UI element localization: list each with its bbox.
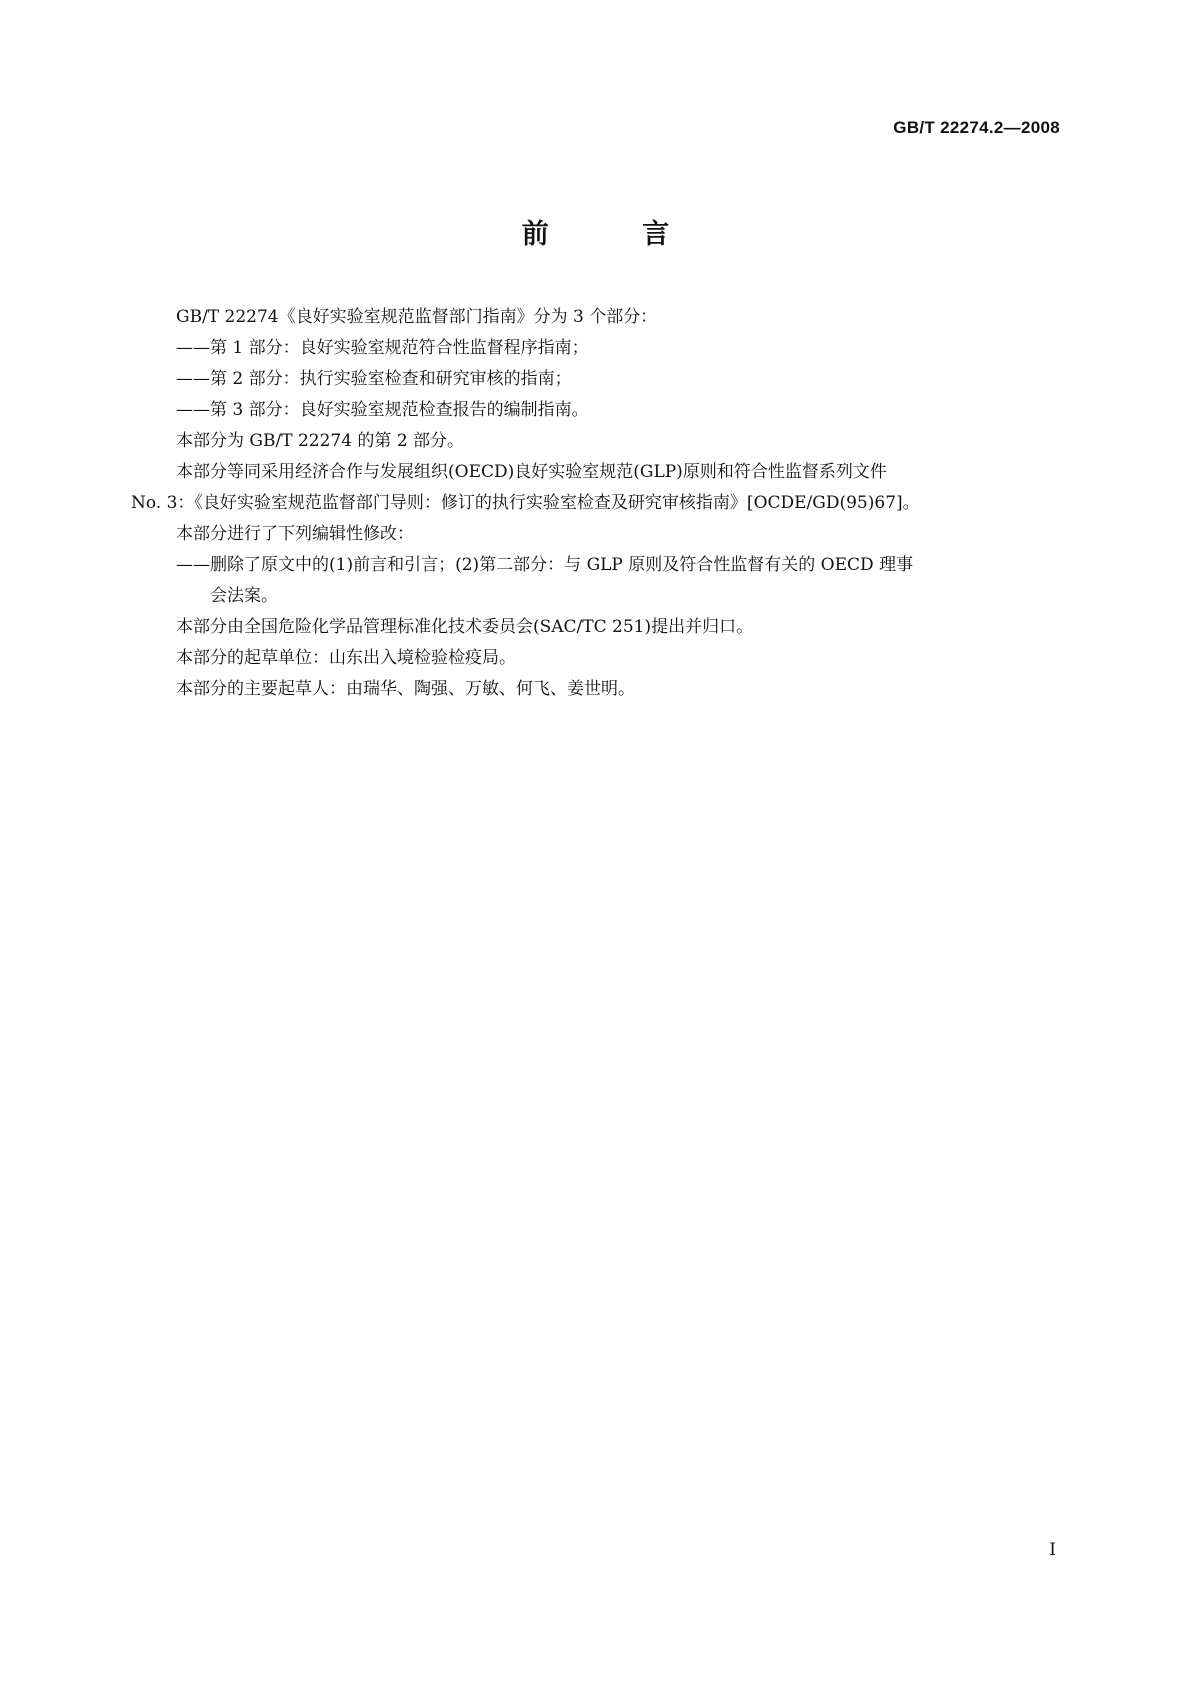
drafters-paragraph: 本部分的主要起草人：由瑞华、陶强、万敏、何飞、姜世明。 bbox=[176, 679, 635, 699]
page-title: 前 言 bbox=[521, 219, 712, 250]
adoption-paragraph-line-2: No. 3：《良好实验室规范监督部门导则：修订的执行实验室检查及研究审核指南》[OCDE/GD(95)67]。 bbox=[131, 493, 920, 513]
list-item-part-1: ——第 1 部分：良好实验室规范符合性监督程序指南； bbox=[176, 338, 589, 358]
drafting-unit-paragraph: 本部分的起草单位：山东出入境检验检疫局。 bbox=[176, 648, 516, 668]
edit-list-item-line-2: 会法案。 bbox=[210, 586, 278, 606]
standard-number: GB/T 22274.2—2008 bbox=[893, 118, 1060, 137]
foreword-body bbox=[131, 302, 1064, 705]
list-item-part-3: ——第 3 部分：良好实验室规范检查报告的编制指南。 bbox=[176, 400, 589, 420]
this-part-paragraph: 本部分为 GB/T 22274 的第 2 部分。 bbox=[176, 431, 465, 451]
intro-paragraph: GB/T 22274《良好实验室规范监督部门指南》分为 3 个部分： bbox=[176, 307, 658, 327]
edit-list-item-line-1: ——删除了原文中的(1)前言和引言；(2)第二部分：与 GLP 原则及符合性监督有关的 OECD 理事 bbox=[176, 555, 914, 575]
edits-intro-paragraph: 本部分进行了下列编辑性修改： bbox=[176, 524, 414, 544]
page-number: I bbox=[1049, 1540, 1056, 1560]
list-item-part-2: ——第 2 部分：执行实验室检查和研究审核的指南； bbox=[176, 369, 572, 389]
adoption-paragraph-line-1: 本部分等同采用经济合作与发展组织(OECD)良好实验室规范(GLP)原则和符合性监督系列文件 bbox=[176, 462, 887, 482]
proposed-by-paragraph: 本部分由全国危险化学品管理标准化技术委员会(SAC/TC 251)提出并归口。 bbox=[176, 617, 754, 637]
edit-list-item bbox=[131, 550, 1064, 612]
